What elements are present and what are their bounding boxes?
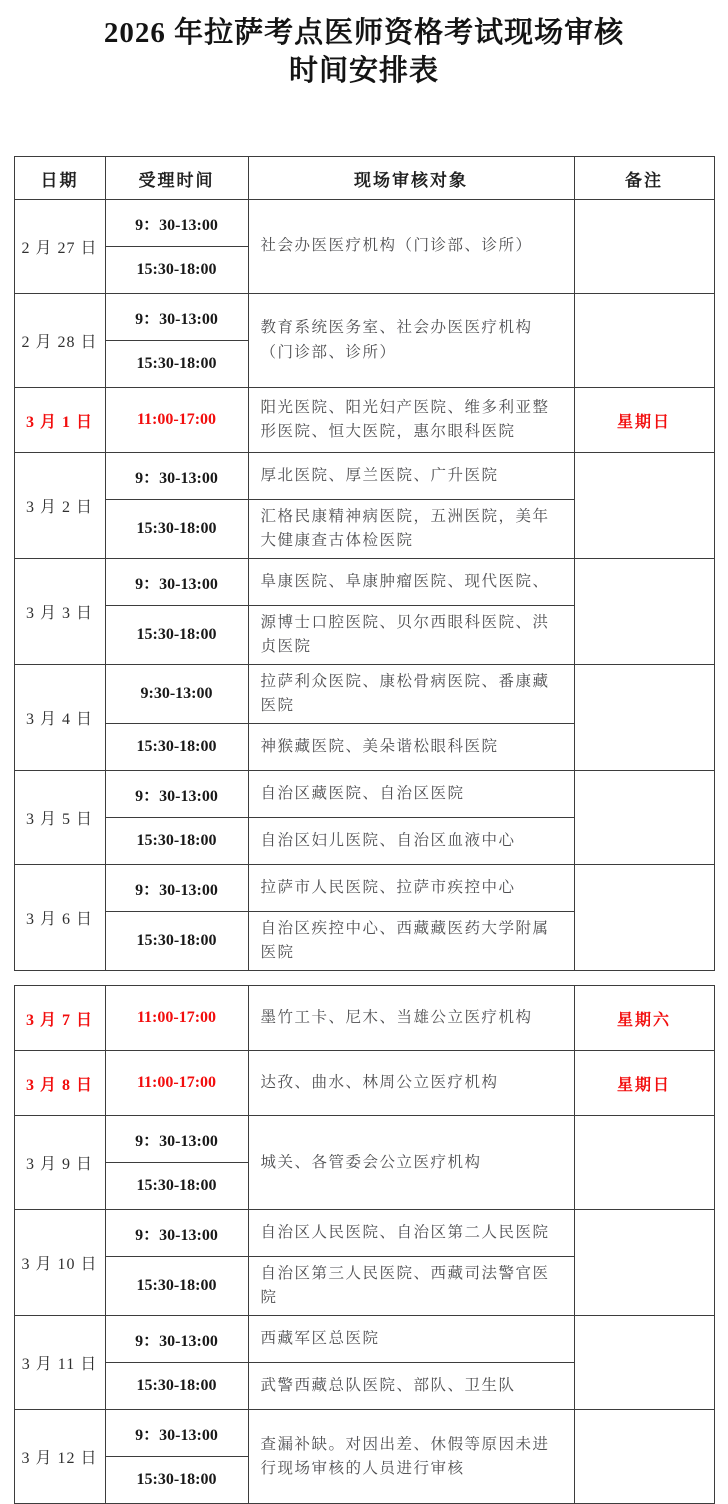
date-cell: 2 月 28 日 — [14, 294, 105, 388]
date-cell: 3 月 6 日 — [14, 865, 105, 971]
header-row — [14, 157, 714, 200]
schedule-table-2 — [14, 985, 715, 1504]
review-target-cell: 自治区藏医院、自治区医院 — [248, 771, 574, 818]
review-target-cell: 拉萨利众医院、康松骨病医院、番康藏医院 — [248, 665, 574, 724]
schedule-row — [14, 1051, 714, 1116]
time-cell: 9：30-13:00 — [105, 559, 248, 606]
date-cell: 3 月 2 日 — [14, 453, 105, 559]
time-cell: 9：30-13:00 — [105, 1410, 248, 1457]
remark-cell — [574, 1116, 714, 1210]
time-cell: 11:00-17:00 — [105, 388, 248, 453]
schedule-row — [14, 1210, 714, 1257]
time-cell: 15:30-18:00 — [105, 1457, 248, 1504]
column-header: 受理时间 — [105, 157, 248, 200]
time-cell: 9：30-13:00 — [105, 865, 248, 912]
date-cell: 3 月 11 日 — [14, 1316, 105, 1410]
schedule-tables — [0, 156, 728, 1504]
time-cell: 15:30-18:00 — [105, 1363, 248, 1410]
remark-cell: 星期日 — [574, 1051, 714, 1116]
review-target-cell: 城关、各管委会公立医疗机构 — [248, 1116, 574, 1210]
review-target-cell: 自治区第三人民医院、西藏司法警官医院 — [248, 1257, 574, 1316]
remark-cell — [574, 294, 714, 388]
column-header: 备注 — [574, 157, 714, 200]
review-target-cell: 查漏补缺。对因出差、休假等原因未进行现场审核的人员进行审核 — [248, 1410, 574, 1504]
page-title — [42, 14, 686, 90]
remark-cell — [574, 453, 714, 559]
schedule-table-1 — [14, 156, 715, 971]
review-target-cell: 墨竹工卡、尼木、当雄公立医疗机构 — [248, 986, 574, 1051]
review-target-cell: 武警西藏总队医院、部队、卫生队 — [248, 1363, 574, 1410]
time-cell: 9：30-13:00 — [105, 200, 248, 247]
time-cell: 15:30-18:00 — [105, 1163, 248, 1210]
time-cell: 11:00-17:00 — [105, 1051, 248, 1116]
remark-cell — [574, 200, 714, 294]
review-target-cell: 自治区疾控中心、西藏藏医药大学附属医院 — [248, 912, 574, 971]
schedule-row — [14, 388, 714, 453]
remark-cell — [574, 559, 714, 665]
time-cell: 9：30-13:00 — [105, 1316, 248, 1363]
date-cell: 3 月 7 日 — [14, 986, 105, 1051]
date-cell: 3 月 4 日 — [14, 665, 105, 771]
review-target-cell: 自治区妇儿医院、自治区血液中心 — [248, 818, 574, 865]
time-cell: 11:00-17:00 — [105, 986, 248, 1051]
review-target-cell: 西藏军区总医院 — [248, 1316, 574, 1363]
review-target-cell: 厚北医院、厚兰医院、广升医院 — [248, 453, 574, 500]
schedule-row — [14, 1410, 714, 1457]
time-cell: 15:30-18:00 — [105, 606, 248, 665]
schedule-row — [14, 294, 714, 341]
date-cell: 3 月 9 日 — [14, 1116, 105, 1210]
review-target-cell: 自治区人民医院、自治区第二人民医院 — [248, 1210, 574, 1257]
remark-cell: 星期日 — [574, 388, 714, 453]
time-cell: 15:30-18:00 — [105, 724, 248, 771]
time-cell: 9：30-13:00 — [105, 453, 248, 500]
time-cell: 9：30-13:00 — [105, 1210, 248, 1257]
column-header: 日期 — [14, 157, 105, 200]
review-target-cell: 神猴藏医院、美朵谐松眼科医院 — [248, 724, 574, 771]
schedule-row — [14, 1316, 714, 1363]
review-target-cell: 达孜、曲水、林周公立医疗机构 — [248, 1051, 574, 1116]
review-target-cell: 拉萨市人民医院、拉萨市疾控中心 — [248, 865, 574, 912]
document-page — [0, 14, 728, 1504]
date-cell: 3 月 10 日 — [14, 1210, 105, 1316]
date-cell: 3 月 12 日 — [14, 1410, 105, 1504]
remark-cell — [574, 665, 714, 771]
review-target-cell: 社会办医医疗机构（门诊部、诊所） — [248, 200, 574, 294]
schedule-row — [14, 559, 714, 606]
review-target-cell: 教育系统医务室、社会办医医疗机构（门诊部、诊所） — [248, 294, 574, 388]
schedule-row — [14, 665, 714, 724]
date-cell: 3 月 1 日 — [14, 388, 105, 453]
page-title-line2: 时间安排表 — [288, 55, 439, 87]
time-cell: 15:30-18:00 — [105, 912, 248, 971]
date-cell: 2 月 27 日 — [14, 200, 105, 294]
time-cell: 15:30-18:00 — [105, 818, 248, 865]
time-cell: 15:30-18:00 — [105, 341, 248, 388]
schedule-row — [14, 865, 714, 912]
time-cell: 9：30-13:00 — [105, 1116, 248, 1163]
remark-cell — [574, 1410, 714, 1504]
schedule-row — [14, 771, 714, 818]
schedule-row — [14, 453, 714, 500]
review-target-cell: 汇格民康精神病医院，五洲医院，美年大健康查古体检医院 — [248, 500, 574, 559]
review-target-cell: 阜康医院、阜康肿瘤医院、现代医院、 — [248, 559, 574, 606]
date-cell: 3 月 5 日 — [14, 771, 105, 865]
time-cell: 15:30-18:00 — [105, 1257, 248, 1316]
remark-cell — [574, 1210, 714, 1316]
column-header: 现场审核对象 — [248, 157, 574, 200]
date-cell: 3 月 3 日 — [14, 559, 105, 665]
remark-cell: 星期六 — [574, 986, 714, 1051]
page-title-line1: 2026 年拉萨考点医师资格考试现场审核 — [103, 17, 625, 49]
schedule-row — [14, 986, 714, 1051]
remark-cell — [574, 771, 714, 865]
review-target-cell: 源博士口腔医院、贝尔西眼科医院、洪贞医院 — [248, 606, 574, 665]
time-cell: 9：30-13:00 — [105, 771, 248, 818]
time-cell: 15:30-18:00 — [105, 247, 248, 294]
schedule-row — [14, 200, 714, 247]
date-cell: 3 月 8 日 — [14, 1051, 105, 1116]
time-cell: 9:30-13:00 — [105, 665, 248, 724]
review-target-cell: 阳光医院、阳光妇产医院、维多利亚整形医院、恒大医院，惠尔眼科医院 — [248, 388, 574, 453]
time-cell: 15:30-18:00 — [105, 500, 248, 559]
schedule-row — [14, 1116, 714, 1163]
remark-cell — [574, 1316, 714, 1410]
remark-cell — [574, 865, 714, 971]
time-cell: 9：30-13:00 — [105, 294, 248, 341]
